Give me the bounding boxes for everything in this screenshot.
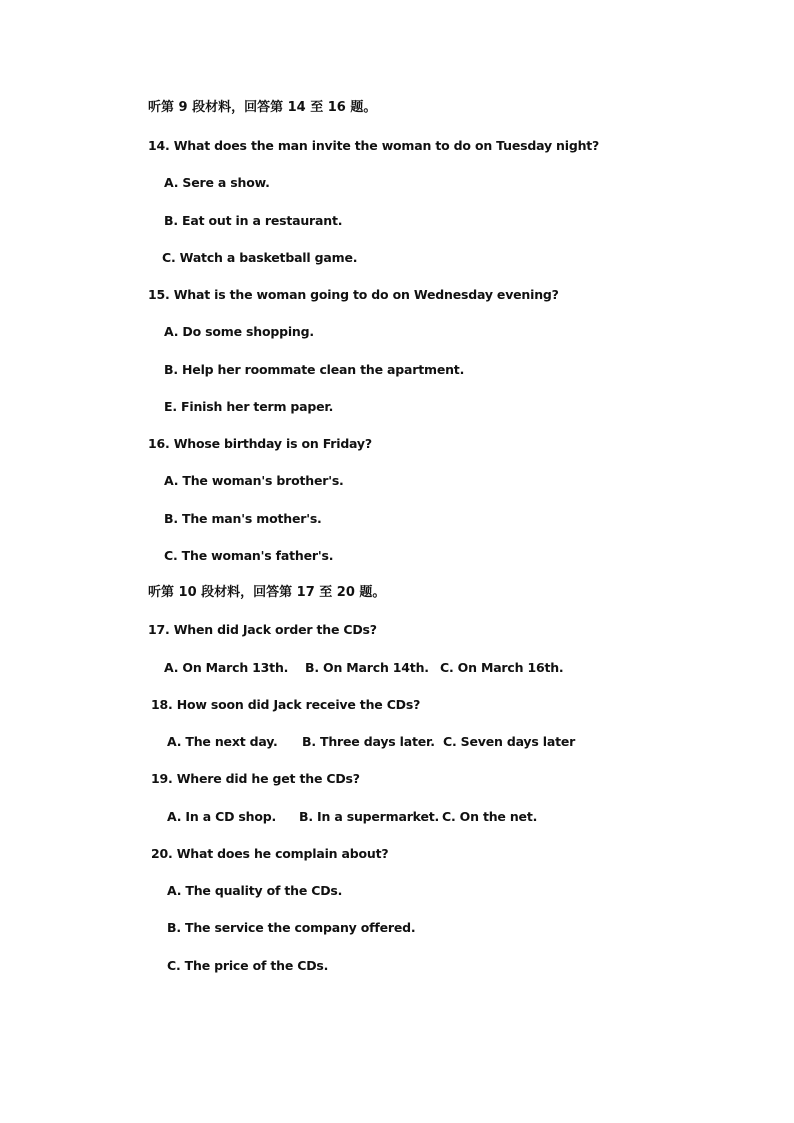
option-18-a: A. The next day.: [167, 734, 278, 749]
option-18-b: B. Three days later.: [302, 734, 435, 749]
option-18-c: C. Seven days later: [443, 734, 576, 749]
option-15-e: E. Finish her term paper.: [164, 399, 334, 414]
section-heading-1: 听第 9 段材料，回答第 14 至 16 题。: [148, 100, 377, 115]
question-15: 15. What is the woman going to do on Wednesday evening?: [148, 287, 559, 302]
option-15-b: B. Help her roommate clean the apartment.: [164, 362, 465, 377]
option-19-b: B. In a supermarket.: [299, 809, 440, 824]
option-20-a: A. The quality of the CDs.: [167, 883, 343, 898]
question-14: 14. What does the man invite the woman to do on Tuesday night?: [148, 138, 600, 153]
option-17-c: C. On March 16th.: [440, 660, 564, 675]
option-14-b: B. Eat out in a restaurant.: [164, 213, 343, 228]
option-19-c: C. On the net.: [442, 809, 538, 824]
question-18: 18. How soon did Jack receive the CDs?: [151, 697, 421, 712]
question-17: 17. When did Jack order the CDs?: [148, 622, 377, 637]
option-16-c: C. The woman's father's.: [164, 548, 334, 563]
option-20-c: C. The price of the CDs.: [167, 958, 329, 973]
question-20: 20. What does he complain about?: [151, 846, 389, 861]
option-16-a: A. The woman's brother's.: [164, 473, 344, 488]
option-16-b: B. The man's mother's.: [164, 511, 322, 526]
option-14-c: C. Watch a basketball game.: [162, 250, 358, 265]
option-14-a: A. Sere a show.: [164, 175, 270, 190]
option-19-a: A. In a CD shop.: [167, 809, 277, 824]
option-17-a: A. On March 13th.: [164, 660, 289, 675]
question-16: 16. Whose birthday is on Friday?: [148, 436, 372, 451]
option-15-a: A. Do some shopping.: [164, 324, 314, 339]
option-17-b: B. On March 14th.: [305, 660, 429, 675]
option-20-b: B. The service the company offered.: [167, 920, 416, 935]
section-heading-2: 听第 10 段材料，回答第 17 至 20 题。: [148, 585, 386, 600]
question-19: 19. Where did he get the CDs?: [151, 771, 360, 786]
